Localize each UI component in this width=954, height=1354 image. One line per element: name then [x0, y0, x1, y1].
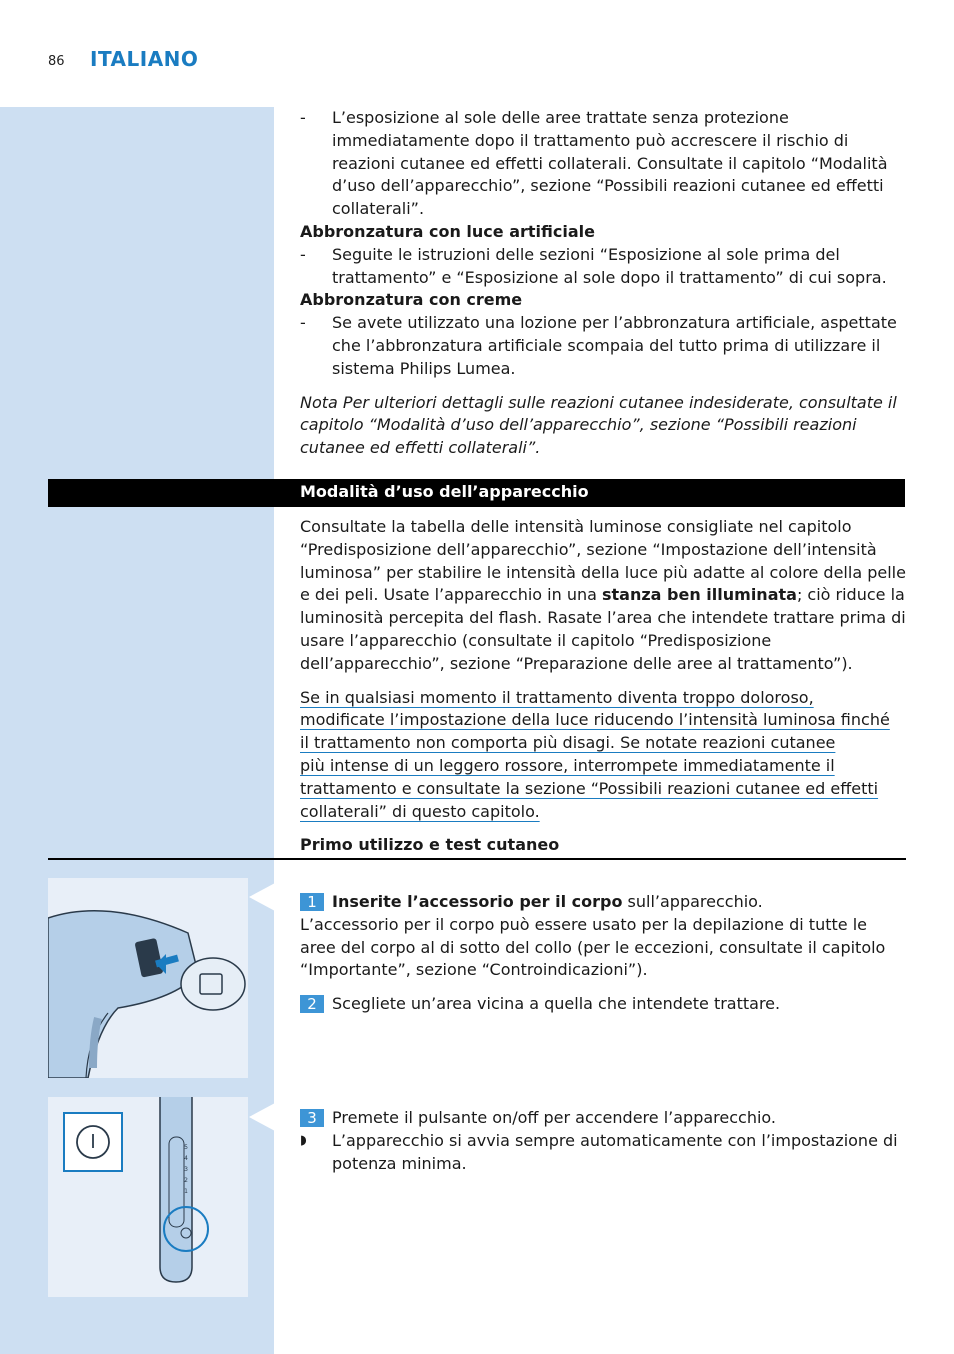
- language-title: ITALIANO: [90, 47, 199, 71]
- top-text: [300, 107, 906, 460]
- section-title: Modalità d’uso dell’apparecchio: [300, 482, 589, 501]
- image-pointer: [249, 883, 275, 911]
- step-2: [300, 993, 906, 1016]
- step-number: 2: [300, 995, 324, 1013]
- section-bar: [48, 479, 905, 507]
- warning-paragraph: [300, 687, 906, 824]
- step-1: [300, 891, 906, 914]
- sun-exposure-item: - L’esposizione al sole delle aree trattate senza protezione immediatamente dopo il trattamento può accrescere il rischio di reazioni cutanee ed effetti collaterali. Consultate il capitolo “Modalità d’uso dell’apparecchio”, sezione “Possibili reazioni cutanee ed effetti collaterali”.: [300, 107, 906, 221]
- step-1-text: sull’apparecchio.: [622, 892, 763, 911]
- page-number: 86: [48, 54, 65, 69]
- steps-block-1: [300, 891, 906, 1016]
- level-label: 1: [184, 1188, 188, 1195]
- warning-line: Se in qualsiasi momento il trattamento diventa troppo doloroso,: [300, 687, 814, 707]
- step-number: 1: [300, 893, 324, 911]
- warning-line: trattamento e consultate la sezione “Possibili reazioni cutanee ed effetti: [300, 778, 879, 798]
- intro-text-b: ; ciò riduce la luminosità percepita del flash. Rasate l’area che intendete trattare prima di usare l’apparecchio (consultate il capitolo “Predisposizione dell’apparecchio”, sezione “Preparazione delle aree al trattamento”).: [300, 585, 906, 673]
- intro-bold-text: stanza ben illuminata: [602, 585, 797, 605]
- step-1-detail: L’accessorio per il corpo può essere usato per la depilazione di tutte le aree del corpo al di sotto del collo (per le eccezioni, consultate il capitolo “Importante”, sezione “Controindicazioni”).: [300, 914, 886, 980]
- intro-text-a: Consultate la tabella delle intensità luminose consigliate nel capitolo “Predisposizione dell’apparecchio”, sezione “Impostazione dell’intensità luminosa” per stabilire le intensità della luce più adatte al colore della pelle e dei peli. Usate l’apparecchio in una: [300, 517, 906, 605]
- level-label: 3: [184, 1166, 188, 1173]
- warning-line: modificate l’impostazione della luce riducendo l’intensità luminosa finché: [300, 710, 890, 730]
- step-2-text: Scegliete un’area vicina a quella che intendete trattare.: [332, 994, 781, 1014]
- note-text: Nota Per ulteriori dettagli sulle reazioni cutanee indesiderate, consultate il capitolo “Modalità d’uso dell’apparecchio”, sezione “Possibili reazioni cutanee ed effetti collaterali”.: [300, 392, 897, 458]
- warning-line: il trattamento non comporta più disagi. Se notate reazioni cutanee: [300, 733, 836, 753]
- image-pointer: [249, 1103, 275, 1131]
- section-body: [300, 516, 906, 857]
- step-3: [300, 1107, 906, 1130]
- level-label: 4: [184, 1155, 188, 1162]
- device-accessory-illustration: [48, 878, 248, 1078]
- warning-line: più intense di un leggero rossore, interrompete immediatamente il: [300, 755, 835, 775]
- artificial-tan-heading: Abbronzatura con luce artificiale: [300, 221, 595, 241]
- step-3-bullet: ◗ L’apparecchio si avvia sempre automaticamente con l’impostazione di potenza minima.: [300, 1130, 906, 1176]
- artificial-tan-item: - Seguite le istruzioni delle sezioni “Esposizione al sole prima del trattamento” e “Esposizione al sole dopo il trattamento” di cui sopra.: [300, 244, 906, 290]
- level-label: 2: [184, 1177, 188, 1184]
- first-use-heading: Primo utilizzo e test cutaneo: [300, 835, 560, 855]
- intro-paragraph: [300, 516, 906, 676]
- cream-tan-heading: Abbronzatura con creme: [300, 290, 523, 310]
- section-divider: [48, 858, 906, 860]
- device-power-illustration: [48, 1097, 248, 1297]
- warning-line: collaterali” di questo capitolo.: [300, 801, 540, 821]
- step-3-text: Premete il pulsante on/off per accendere l’apparecchio.: [332, 1108, 776, 1127]
- cream-tan-item: - Se avete utilizzato una lozione per l’abbronzatura artificiale, aspettate che l’abbronzatura artificiale scompaia del tutto prima di utilizzare il sistema Philips Lumea.: [300, 312, 906, 380]
- step-number: 3: [300, 1109, 324, 1127]
- level-label: 5: [184, 1144, 188, 1151]
- steps-block-2: [300, 1107, 906, 1175]
- step-1-bold: Inserite l’accessorio per il corpo: [332, 892, 623, 911]
